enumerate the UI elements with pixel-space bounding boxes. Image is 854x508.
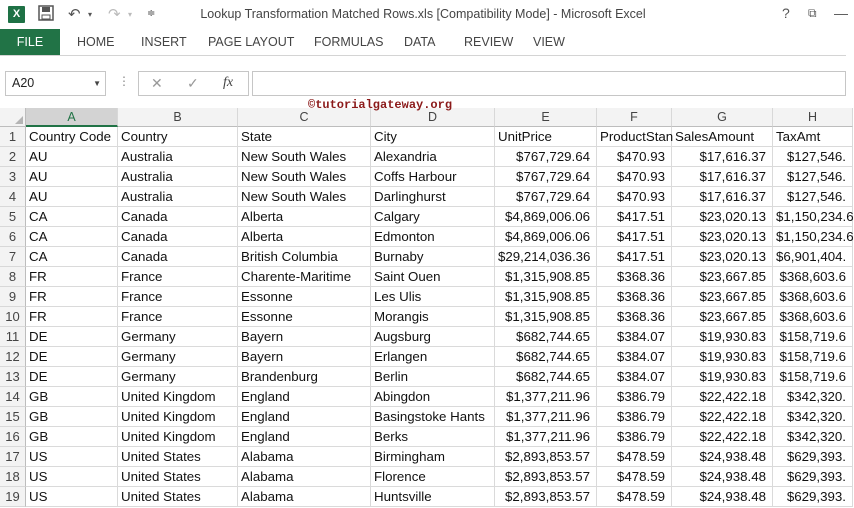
- worksheet-grid: [0, 108, 854, 508]
- table-cell[interactable]: $1,377,211.96: [495, 427, 597, 447]
- table-cell[interactable]: $127,546.: [773, 187, 853, 207]
- table-cell[interactable]: Alabama: [238, 467, 371, 487]
- row-header[interactable]: 14: [0, 387, 26, 407]
- table-cell[interactable]: Coffs Harbour: [371, 167, 495, 187]
- table-cell[interactable]: Australia: [118, 167, 238, 187]
- table-cell[interactable]: $682,744.65: [495, 347, 597, 367]
- table-cell[interactable]: Les Ulis: [371, 287, 495, 307]
- table-cell[interactable]: DE: [26, 347, 118, 367]
- table-cell[interactable]: CA: [26, 227, 118, 247]
- header-cell[interactable]: SalesAmount: [672, 127, 773, 147]
- table-cell[interactable]: $23,667.85: [672, 307, 773, 327]
- table-cell[interactable]: $22,422.18: [672, 407, 773, 427]
- table-cell[interactable]: Alabama: [238, 487, 371, 507]
- table-cell[interactable]: $24,938.48: [672, 447, 773, 467]
- table-cell[interactable]: CA: [26, 207, 118, 227]
- column-header-b[interactable]: B: [118, 108, 238, 127]
- table-cell[interactable]: $342,320.: [773, 427, 853, 447]
- table-cell[interactable]: Edmonton: [371, 227, 495, 247]
- minimize-button[interactable]: —: [834, 5, 848, 21]
- tab-insert[interactable]: INSERT: [141, 35, 187, 49]
- chevron-down-icon[interactable]: ▼: [93, 79, 101, 88]
- table-cell[interactable]: Basingstoke Hants: [371, 407, 495, 427]
- help-button[interactable]: ?: [782, 5, 790, 21]
- cancel-icon[interactable]: ✕: [151, 75, 163, 91]
- table-cell[interactable]: $24,938.48: [672, 487, 773, 507]
- table-cell[interactable]: Bayern: [238, 347, 371, 367]
- table-cell[interactable]: $478.59: [597, 467, 672, 487]
- row-header[interactable]: 13: [0, 367, 26, 387]
- row-header[interactable]: 3: [0, 167, 26, 187]
- table-cell[interactable]: United States: [118, 447, 238, 467]
- column-header-a[interactable]: A: [26, 108, 118, 127]
- tab-file[interactable]: FILE: [0, 29, 60, 55]
- tab-formulas[interactable]: FORMULAS: [314, 35, 384, 49]
- table-cell[interactable]: $22,422.18: [672, 387, 773, 407]
- tab-data[interactable]: DATA: [404, 35, 436, 49]
- table-cell[interactable]: US: [26, 467, 118, 487]
- table-cell[interactable]: DE: [26, 367, 118, 387]
- watermark-text: ©tutorialgateway.org: [308, 98, 453, 112]
- table-cell[interactable]: Erlangen: [371, 347, 495, 367]
- table-cell[interactable]: France: [118, 267, 238, 287]
- table-cell[interactable]: $368,603.6: [773, 287, 853, 307]
- table-cell[interactable]: $2,893,853.57: [495, 447, 597, 467]
- table-cell[interactable]: France: [118, 307, 238, 327]
- table-cell[interactable]: $23,667.85: [672, 287, 773, 307]
- table-cell[interactable]: Canada: [118, 207, 238, 227]
- table-cell[interactable]: $19,930.83: [672, 367, 773, 387]
- table-cell[interactable]: $6,901,404.: [773, 247, 853, 267]
- insert-function-icon[interactable]: fx: [223, 75, 234, 90]
- table-cell[interactable]: Darlinghurst: [371, 187, 495, 207]
- table-cell[interactable]: Germany: [118, 347, 238, 367]
- header-cell[interactable]: City: [371, 127, 495, 147]
- table-cell[interactable]: $17,616.37: [672, 167, 773, 187]
- table-cell[interactable]: Australia: [118, 187, 238, 207]
- column-header-h[interactable]: H: [773, 108, 853, 127]
- table-cell[interactable]: FR: [26, 267, 118, 287]
- table-cell[interactable]: $470.93: [597, 167, 672, 187]
- table-cell[interactable]: $368.36: [597, 287, 672, 307]
- table-cell[interactable]: New South Wales: [238, 147, 371, 167]
- table-cell[interactable]: AU: [26, 147, 118, 167]
- table-cell[interactable]: $1,377,211.96: [495, 407, 597, 427]
- table-cell[interactable]: $19,930.83: [672, 347, 773, 367]
- tab-view[interactable]: VIEW: [533, 35, 565, 49]
- table-cell[interactable]: $767,729.64: [495, 167, 597, 187]
- table-cell[interactable]: $384.07: [597, 347, 672, 367]
- table-cell[interactable]: GB: [26, 407, 118, 427]
- table-cell[interactable]: Australia: [118, 147, 238, 167]
- select-all-button[interactable]: [0, 108, 26, 127]
- table-cell[interactable]: United States: [118, 467, 238, 487]
- table-cell[interactable]: $1,315,908.85: [495, 267, 597, 287]
- table-cell[interactable]: New South Wales: [238, 187, 371, 207]
- table-cell[interactable]: FR: [26, 307, 118, 327]
- table-cell[interactable]: $629,393.: [773, 487, 853, 507]
- table-cell[interactable]: $23,667.85: [672, 267, 773, 287]
- table-cell[interactable]: GB: [26, 387, 118, 407]
- column-header-g[interactable]: G: [672, 108, 773, 127]
- table-cell[interactable]: United Kingdom: [118, 387, 238, 407]
- table-cell[interactable]: Germany: [118, 367, 238, 387]
- enter-icon[interactable]: ✓: [187, 75, 199, 91]
- row-header[interactable]: 1: [0, 127, 26, 147]
- table-cell[interactable]: $368,603.6: [773, 267, 853, 287]
- table-cell[interactable]: Florence: [371, 467, 495, 487]
- redo-dropdown-icon[interactable]: ▾: [128, 10, 133, 19]
- table-cell[interactable]: Germany: [118, 327, 238, 347]
- table-cell[interactable]: Calgary: [371, 207, 495, 227]
- table-cell[interactable]: $368.36: [597, 307, 672, 327]
- row-header[interactable]: 5: [0, 207, 26, 227]
- column-header-d[interactable]: D: [371, 108, 495, 127]
- table-cell[interactable]: CA: [26, 247, 118, 267]
- table-cell[interactable]: $23,020.13: [672, 227, 773, 247]
- table-cell[interactable]: Alberta: [238, 227, 371, 247]
- table-cell[interactable]: $767,729.64: [495, 147, 597, 167]
- table-cell[interactable]: $682,744.65: [495, 327, 597, 347]
- window-title: Lookup Transformation Matched Rows.xls [Compatibility Mode] - Microsoft Excel: [200, 7, 646, 21]
- table-cell[interactable]: $417.51: [597, 207, 672, 227]
- table-cell[interactable]: AU: [26, 187, 118, 207]
- table-cell[interactable]: FR: [26, 287, 118, 307]
- row-header[interactable]: 8: [0, 267, 26, 287]
- header-cell[interactable]: UnitPrice: [495, 127, 597, 147]
- table-cell[interactable]: Canada: [118, 227, 238, 247]
- table-cell[interactable]: $478.59: [597, 487, 672, 507]
- table-cell[interactable]: $342,320.: [773, 407, 853, 427]
- table-cell[interactable]: New South Wales: [238, 167, 371, 187]
- header-cell[interactable]: TaxAmt: [773, 127, 853, 147]
- undo-icon[interactable]: ↶: [68, 6, 81, 23]
- tab-page-layout[interactable]: PAGE LAYOUT: [208, 35, 295, 49]
- table-cell[interactable]: $158,719.6: [773, 327, 853, 347]
- table-cell[interactable]: Birmingham: [371, 447, 495, 467]
- table-cell[interactable]: Burnaby: [371, 247, 495, 267]
- table-cell[interactable]: Canada: [118, 247, 238, 267]
- row-header[interactable]: 12: [0, 347, 26, 367]
- row-header[interactable]: 2: [0, 147, 26, 167]
- table-cell[interactable]: Huntsville: [371, 487, 495, 507]
- table-cell[interactable]: Alexandria: [371, 147, 495, 167]
- title-bar: [0, 0, 846, 29]
- table-cell[interactable]: $384.07: [597, 327, 672, 347]
- table-cell[interactable]: France: [118, 287, 238, 307]
- table-cell[interactable]: $1,150,234.6: [773, 207, 853, 227]
- table-cell[interactable]: DE: [26, 327, 118, 347]
- table-cell[interactable]: $4,869,006.06: [495, 227, 597, 247]
- table-cell[interactable]: $127,546.: [773, 167, 853, 187]
- column-header-f[interactable]: F: [597, 108, 672, 127]
- name-box-value: A20: [12, 76, 35, 90]
- row-header[interactable]: 9: [0, 287, 26, 307]
- table-cell[interactable]: British Columbia: [238, 247, 371, 267]
- table-cell[interactable]: $384.07: [597, 367, 672, 387]
- table-cell[interactable]: $342,320.: [773, 387, 853, 407]
- table-cell[interactable]: $29,214,036.36: [495, 247, 597, 267]
- table-cell[interactable]: $417.51: [597, 227, 672, 247]
- table-cell[interactable]: Abingdon: [371, 387, 495, 407]
- table-cell[interactable]: $23,020.13: [672, 207, 773, 227]
- ribbon-display-options-icon[interactable]: ⧉: [808, 6, 817, 20]
- name-box[interactable]: [5, 71, 106, 96]
- table-cell[interactable]: Brandenburg: [238, 367, 371, 387]
- table-cell[interactable]: AU: [26, 167, 118, 187]
- table-cell[interactable]: $629,393.: [773, 447, 853, 467]
- table-cell[interactable]: $1,315,908.85: [495, 287, 597, 307]
- table-cell[interactable]: Berks: [371, 427, 495, 447]
- table-cell[interactable]: Essonne: [238, 307, 371, 327]
- table-cell[interactable]: Alberta: [238, 207, 371, 227]
- customize-qat-icon[interactable]: ≑: [147, 8, 156, 19]
- table-cell[interactable]: $417.51: [597, 247, 672, 267]
- table-cell[interactable]: US: [26, 447, 118, 467]
- row-header[interactable]: 11: [0, 327, 26, 347]
- row-header[interactable]: 18: [0, 467, 26, 487]
- table-cell[interactable]: Charente-Maritime: [238, 267, 371, 287]
- table-cell[interactable]: England: [238, 407, 371, 427]
- row-header[interactable]: 4: [0, 187, 26, 207]
- table-cell[interactable]: $1,377,211.96: [495, 387, 597, 407]
- row-header[interactable]: 17: [0, 447, 26, 467]
- row-header[interactable]: 19: [0, 487, 26, 507]
- row-header[interactable]: 7: [0, 247, 26, 267]
- table-cell[interactable]: $2,893,853.57: [495, 487, 597, 507]
- header-cell[interactable]: Country Code: [26, 127, 118, 147]
- table-cell[interactable]: $478.59: [597, 447, 672, 467]
- table-cell[interactable]: United States: [118, 487, 238, 507]
- tab-home[interactable]: HOME: [77, 35, 115, 49]
- column-header-e[interactable]: E: [495, 108, 597, 127]
- row-header[interactable]: 15: [0, 407, 26, 427]
- row-header[interactable]: 16: [0, 427, 26, 447]
- header-cell[interactable]: Country: [118, 127, 238, 147]
- table-cell[interactable]: $682,744.65: [495, 367, 597, 387]
- table-cell[interactable]: GB: [26, 427, 118, 447]
- table-cell[interactable]: $127,546.: [773, 147, 853, 167]
- row-header[interactable]: 6: [0, 227, 26, 247]
- table-cell[interactable]: $23,020.13: [672, 247, 773, 267]
- header-cell[interactable]: State: [238, 127, 371, 147]
- table-cell[interactable]: Alabama: [238, 447, 371, 467]
- table-cell[interactable]: $22,422.18: [672, 427, 773, 447]
- table-cell[interactable]: $17,616.37: [672, 147, 773, 167]
- table-cell[interactable]: US: [26, 487, 118, 507]
- table-cell[interactable]: $158,719.6: [773, 367, 853, 387]
- table-cell[interactable]: $386.79: [597, 387, 672, 407]
- table-cell[interactable]: $470.93: [597, 187, 672, 207]
- table-cell[interactable]: $368.36: [597, 267, 672, 287]
- table-cell[interactable]: Saint Ouen: [371, 267, 495, 287]
- table-cell[interactable]: Morangis: [371, 307, 495, 327]
- table-cell[interactable]: $1,150,234.6: [773, 227, 853, 247]
- table-cell[interactable]: $19,930.83: [672, 327, 773, 347]
- table-cell[interactable]: United Kingdom: [118, 407, 238, 427]
- table-cell[interactable]: $17,616.37: [672, 187, 773, 207]
- table-cell[interactable]: $4,869,006.06: [495, 207, 597, 227]
- ribbon-tabs: [0, 29, 846, 56]
- table-cell[interactable]: $767,729.64: [495, 187, 597, 207]
- formula-input[interactable]: [252, 71, 846, 96]
- undo-dropdown-icon[interactable]: ▾: [88, 10, 93, 19]
- table-cell[interactable]: England: [238, 427, 371, 447]
- table-cell[interactable]: $158,719.6: [773, 347, 853, 367]
- table-cell[interactable]: $368,603.6: [773, 307, 853, 327]
- excel-app-icon[interactable]: X: [8, 6, 25, 23]
- table-cell[interactable]: $2,893,853.57: [495, 467, 597, 487]
- header-cell[interactable]: ProductStan: [597, 127, 672, 147]
- table-cell[interactable]: Berlin: [371, 367, 495, 387]
- row-header[interactable]: 10: [0, 307, 26, 327]
- tab-review[interactable]: REVIEW: [464, 35, 514, 49]
- table-cell[interactable]: Bayern: [238, 327, 371, 347]
- table-cell[interactable]: $629,393.: [773, 467, 853, 487]
- column-header-c[interactable]: C: [238, 108, 371, 127]
- table-cell[interactable]: United Kingdom: [118, 427, 238, 447]
- save-icon[interactable]: [38, 5, 54, 25]
- table-cell[interactable]: Essonne: [238, 287, 371, 307]
- table-cell[interactable]: Augsburg: [371, 327, 495, 347]
- table-cell[interactable]: $1,315,908.85: [495, 307, 597, 327]
- table-cell[interactable]: $386.79: [597, 407, 672, 427]
- formula-buttons: [138, 71, 249, 96]
- redo-icon[interactable]: ↷: [108, 6, 121, 23]
- table-cell[interactable]: $24,938.48: [672, 467, 773, 487]
- table-cell[interactable]: $470.93: [597, 147, 672, 167]
- formula-bar-grip-icon[interactable]: ⋮: [118, 74, 130, 88]
- table-cell[interactable]: England: [238, 387, 371, 407]
- table-cell[interactable]: $386.79: [597, 427, 672, 447]
